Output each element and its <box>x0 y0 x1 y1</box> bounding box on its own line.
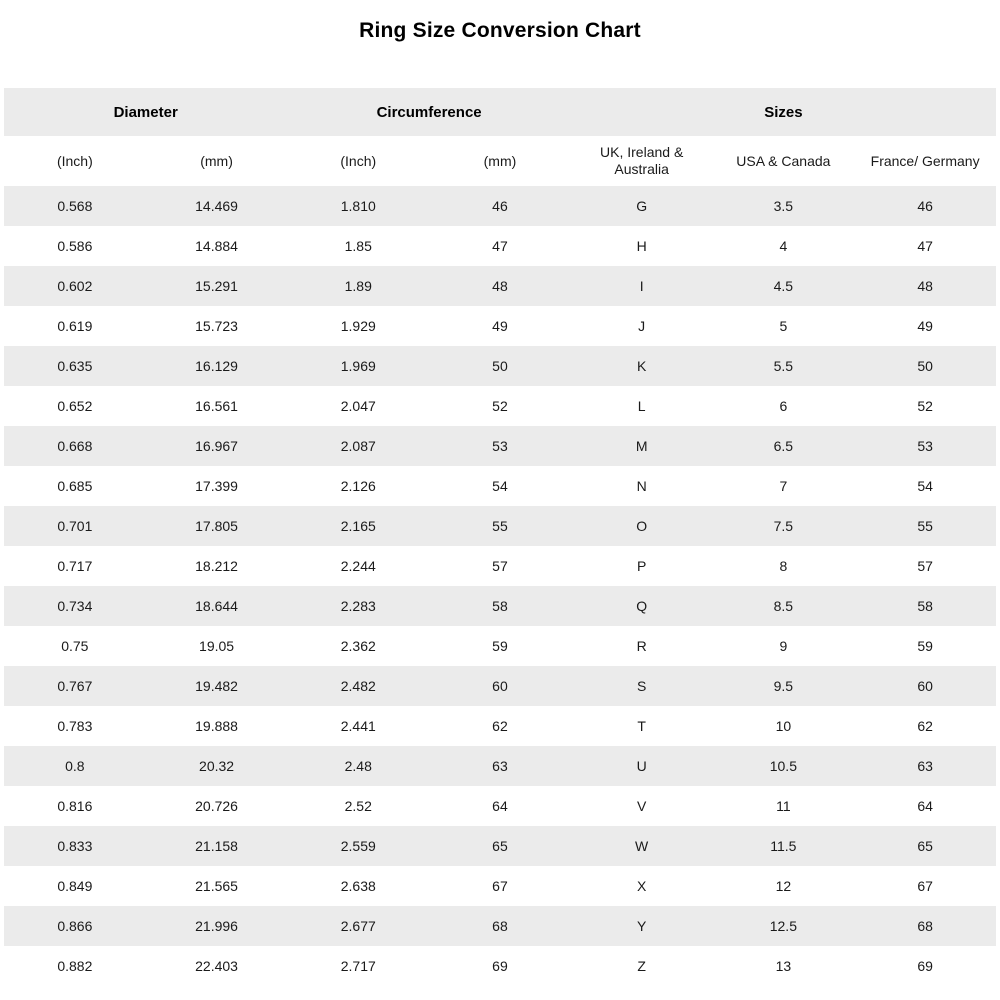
table-cell: 1.929 <box>340 318 376 334</box>
table-cell: 7.5 <box>773 518 794 534</box>
table-cell: 5.5 <box>773 358 794 374</box>
table-cell: 15.291 <box>195 278 238 294</box>
table-row <box>4 666 996 706</box>
table-cell: 67 <box>492 878 508 894</box>
table-row <box>4 506 996 546</box>
table-cell: 2.717 <box>340 958 376 974</box>
table-cell: 0.652 <box>57 398 93 414</box>
table-cell: Z <box>637 958 646 974</box>
table-row <box>4 186 996 226</box>
table-cell: 0.619 <box>57 318 93 334</box>
table-cell: 18.212 <box>195 558 238 574</box>
table-cell: 49 <box>917 318 933 334</box>
table-cell: 53 <box>492 438 508 454</box>
table-cell: Y <box>636 918 647 934</box>
table-cell: 69 <box>492 958 508 974</box>
table-cell: 9.5 <box>773 678 794 694</box>
ring-size-conversion-table <box>4 88 996 986</box>
table-cell: 55 <box>492 518 508 534</box>
column-header-usa-canada: USA & Canada <box>736 152 831 169</box>
table-cell: 59 <box>917 638 933 654</box>
table-cell: 8.5 <box>773 598 794 614</box>
table-cell: 2.559 <box>340 838 376 854</box>
table-cell: H <box>636 238 647 254</box>
table-cell: T <box>637 718 646 734</box>
table-cell: 0.816 <box>57 798 93 814</box>
table-cell: 2.482 <box>340 678 376 694</box>
table-cell: 16.561 <box>195 398 238 414</box>
table-cell: 19.482 <box>195 678 238 694</box>
table-cell: 0.866 <box>57 918 93 934</box>
table-cell: 20.32 <box>199 758 235 774</box>
table-cell: 4.5 <box>773 278 794 294</box>
table-cell: 6 <box>779 398 788 414</box>
column-header-france-germany: France/ Germany <box>870 152 980 169</box>
table-row <box>4 546 996 586</box>
table-cell: 65 <box>917 838 933 854</box>
table-cell: 57 <box>492 558 508 574</box>
table-cell: 12 <box>775 878 792 894</box>
table-cell: 0.568 <box>57 198 93 214</box>
table-cell: 10 <box>775 718 792 734</box>
column-header-circumference-mm: (mm) <box>483 152 517 169</box>
table-row <box>4 706 996 746</box>
table-row <box>4 386 996 426</box>
table-cell: 10.5 <box>769 758 797 774</box>
table-body <box>4 186 996 986</box>
table-cell: 58 <box>917 598 933 614</box>
table-cell: 52 <box>917 398 933 414</box>
table-cell: 46 <box>917 198 933 214</box>
table-cell: 54 <box>492 478 508 494</box>
table-cell: 0.833 <box>57 838 93 854</box>
table-row <box>4 826 996 866</box>
table-cell: 16.967 <box>195 438 238 454</box>
table-cell: 48 <box>917 278 933 294</box>
table-row <box>4 946 996 986</box>
table-cell: 21.565 <box>195 878 238 894</box>
table-row <box>4 866 996 906</box>
column-header-row <box>4 136 996 186</box>
table-row <box>4 786 996 826</box>
table-cell: P <box>636 558 647 574</box>
table-cell: 52 <box>492 398 508 414</box>
table-cell: 0.849 <box>57 878 93 894</box>
table-row <box>4 906 996 946</box>
table-cell: 21.996 <box>195 918 238 934</box>
table-cell: 49 <box>492 318 508 334</box>
table-cell: R <box>636 638 647 654</box>
table-cell: 9 <box>779 638 788 654</box>
table-cell: Q <box>636 598 648 614</box>
table-cell: 2.362 <box>340 638 376 654</box>
table-cell: N <box>636 478 647 494</box>
table-cell: 0.75 <box>61 638 89 654</box>
table-cell: 62 <box>917 718 933 734</box>
table-cell: 7 <box>779 478 788 494</box>
table-cell: 2.441 <box>340 718 376 734</box>
table-cell: 14.469 <box>195 198 238 214</box>
table-cell: 0.882 <box>57 958 93 974</box>
table-cell: 2.047 <box>340 398 376 414</box>
table-cell: 0.8 <box>65 758 85 774</box>
table-cell: 1.969 <box>340 358 376 374</box>
table-cell: 63 <box>917 758 933 774</box>
table-cell: U <box>636 758 647 774</box>
table-row <box>4 226 996 266</box>
table-cell: 0.783 <box>57 718 93 734</box>
table-cell: 2.087 <box>340 438 376 454</box>
table-cell: 0.701 <box>57 518 93 534</box>
table-cell: 47 <box>492 238 508 254</box>
table-cell: 46 <box>492 198 508 214</box>
table-cell: 57 <box>917 558 933 574</box>
table-row <box>4 266 996 306</box>
table-cell: 5 <box>779 318 788 334</box>
table-cell: 22.403 <box>195 958 238 974</box>
table-cell: 59 <box>492 638 508 654</box>
table-cell: 60 <box>492 678 508 694</box>
table-cell: 50 <box>917 358 933 374</box>
table-row <box>4 626 996 666</box>
table-row <box>4 466 996 506</box>
table-cell: 53 <box>917 438 933 454</box>
table-cell: 15.723 <box>195 318 238 334</box>
table-row <box>4 426 996 466</box>
table-cell: 67 <box>917 878 933 894</box>
table-cell: 58 <box>492 598 508 614</box>
table-cell: 50 <box>492 358 508 374</box>
table-cell: 2.638 <box>340 878 376 894</box>
table-cell: 11 <box>776 798 791 814</box>
table-cell: 2.52 <box>344 798 372 814</box>
table-cell: 19.05 <box>199 638 235 654</box>
column-header-diameter-inch: (Inch) <box>56 152 93 169</box>
table-cell: 0.602 <box>57 278 93 294</box>
table-cell: 68 <box>492 918 508 934</box>
table-cell: 19.888 <box>195 718 238 734</box>
table-cell: 13 <box>775 958 792 974</box>
table-cell: 60 <box>917 678 933 694</box>
table-cell: 6.5 <box>773 438 794 454</box>
group-header-diameter: Diameter <box>113 103 178 121</box>
column-header-uk-ireland-australia: UK, Ireland & Australia <box>600 144 684 177</box>
table-cell: 69 <box>917 958 933 974</box>
column-header-circumference-inch: (Inch) <box>340 152 377 169</box>
table-cell: L <box>637 398 646 414</box>
table-cell: 2.244 <box>340 558 376 574</box>
table-cell: 48 <box>492 278 508 294</box>
table-cell: 16.129 <box>195 358 238 374</box>
table-cell: 62 <box>492 718 508 734</box>
table-cell: 1.89 <box>344 278 372 294</box>
table-cell: 54 <box>917 478 933 494</box>
table-cell: 64 <box>492 798 508 814</box>
table-cell: V <box>636 798 647 814</box>
table-cell: 17.805 <box>195 518 238 534</box>
table-cell: G <box>636 198 648 214</box>
table-cell: 4 <box>779 238 788 254</box>
table-cell: M <box>635 438 648 454</box>
table-cell: 8 <box>779 558 788 574</box>
table-cell: I <box>639 278 644 294</box>
table-row <box>4 586 996 626</box>
table-cell: 2.677 <box>340 918 376 934</box>
table-cell: 0.668 <box>57 438 93 454</box>
group-header-row <box>4 88 996 136</box>
table-cell: 2.165 <box>340 518 376 534</box>
table-cell: J <box>638 318 646 334</box>
table-cell: 1.810 <box>340 198 376 214</box>
group-header-sizes: Sizes <box>764 103 803 121</box>
table-cell: 20.726 <box>195 798 238 814</box>
table-cell: 1.85 <box>344 238 372 254</box>
table-cell: 12.5 <box>769 918 797 934</box>
group-header-circumference: Circumference <box>376 103 482 121</box>
table-cell: 3.5 <box>773 198 794 214</box>
table-cell: 11.5 <box>770 838 797 854</box>
table-header <box>4 88 996 186</box>
table-cell: O <box>636 518 648 534</box>
table-cell: 18.644 <box>195 598 238 614</box>
page-title: Ring Size Conversion Chart <box>359 19 641 42</box>
table-row <box>4 346 996 386</box>
table-cell: 55 <box>917 518 933 534</box>
column-header-diameter-mm: (mm) <box>200 152 233 169</box>
table-cell: 17.399 <box>195 478 238 494</box>
table-cell: 2.48 <box>344 758 372 774</box>
table-cell: 0.717 <box>57 558 93 574</box>
table-cell: 64 <box>917 798 933 814</box>
table-cell: 2.283 <box>340 598 376 614</box>
table-row <box>4 306 996 346</box>
table-cell: 68 <box>917 918 933 934</box>
table-cell: 0.734 <box>57 598 93 614</box>
table-cell: X <box>636 878 647 894</box>
table-cell: K <box>636 358 647 374</box>
table-cell: 0.685 <box>57 478 93 494</box>
table-cell: 65 <box>492 838 508 854</box>
table-cell: 14.884 <box>195 238 238 254</box>
table-cell: 47 <box>917 238 933 254</box>
table-cell: W <box>635 838 649 854</box>
table-cell: 21.158 <box>195 838 238 854</box>
table-cell: 0.635 <box>57 358 93 374</box>
table-cell: 0.767 <box>57 678 93 694</box>
table-cell: 63 <box>492 758 508 774</box>
table-cell: S <box>636 678 647 694</box>
table-cell: 0.586 <box>57 238 93 254</box>
table-row <box>4 746 996 786</box>
table-cell: 2.126 <box>340 478 376 494</box>
